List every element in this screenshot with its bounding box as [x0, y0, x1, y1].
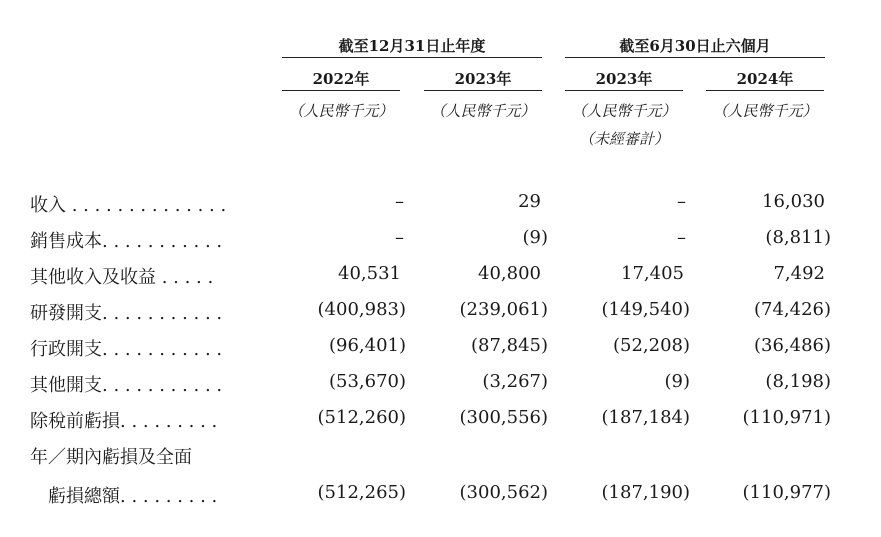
col-rule-1: [282, 90, 400, 91]
row-label-total-loss-line1: 年／期內虧損及全面: [30, 447, 192, 468]
col-unit-2: （人民幣千元）: [430, 102, 536, 120]
col-year-2024-interim: 2024年: [736, 70, 794, 88]
col-year-2023-interim: 2023年: [595, 70, 653, 88]
cell-admin-h1-2023: (52,208): [612, 335, 690, 356]
group-rule-annual: [282, 57, 542, 58]
cell-admin-2022: (96,401): [328, 335, 406, 356]
row-label-cost-of-sales: 銷售成本. . . . . . . . . . .: [30, 231, 223, 252]
cell-other-income-h1-2023: 17,405: [621, 263, 684, 284]
cell-other-income-2023: 40,800: [478, 263, 541, 284]
col-rule-4: [706, 90, 824, 91]
cell-other-income-h1-2024: 7,492: [773, 263, 825, 284]
col-unit-4: （人民幣千元）: [712, 102, 818, 120]
cell-other-exp-h1-2024: (8,198): [765, 371, 831, 392]
cell-other-income-2022: 40,531: [338, 263, 401, 284]
cell-revenue-2022: –: [395, 191, 404, 212]
cell-revenue-h1-2024: 16,030: [762, 191, 825, 212]
cell-rnd-h1-2024: (74,426): [753, 299, 831, 320]
row-label-revenue: 收入 . . . . . . . . . . . . . .: [30, 195, 227, 216]
row-label-other-expenses: 其他開支. . . . . . . . . . .: [30, 375, 223, 396]
row-label-admin: 行政開支. . . . . . . . . . .: [30, 339, 223, 360]
cell-rnd-2023: (239,061): [459, 299, 548, 320]
cell-revenue-h1-2023: –: [677, 191, 686, 212]
col-unit-3: （人民幣千元）: [571, 102, 677, 120]
row-label-total-loss-line2: 虧損總額. . . . . . . . .: [48, 486, 218, 507]
cell-other-exp-2022: (53,670): [328, 371, 406, 392]
cell-total-loss-h1-2023: (187,190): [601, 482, 690, 503]
cell-total-loss-2022: (512,265): [317, 482, 406, 503]
col-year-2022: 2022年: [312, 70, 370, 88]
cell-admin-h1-2024: (36,486): [753, 335, 831, 356]
cell-cost-2022: –: [395, 227, 404, 248]
cell-cost-h1-2024: (8,811): [765, 227, 831, 248]
row-label-other-income: 其他收入及收益 . . . . .: [30, 267, 214, 288]
row-label-rnd: 研發開支. . . . . . . . . . .: [30, 303, 223, 324]
col-rule-3: [565, 90, 683, 91]
col-year-2023: 2023年: [454, 70, 512, 88]
cell-total-loss-h1-2024: (110,977): [742, 482, 831, 503]
col-note-unaudited: （未經審計）: [578, 130, 669, 148]
group-header-interim: 截至6月30日止六個月: [619, 37, 771, 55]
cell-other-exp-h1-2023: (9): [664, 371, 690, 392]
cell-lbt-h1-2024: (110,971): [742, 407, 831, 428]
cell-rnd-h1-2023: (149,540): [601, 299, 690, 320]
cell-lbt-2022: (512,260): [317, 407, 406, 428]
col-rule-2: [424, 90, 542, 91]
cell-other-exp-2023: (3,267): [482, 371, 548, 392]
cell-revenue-2023: 29: [518, 191, 541, 212]
cell-rnd-2022: (400,983): [317, 299, 406, 320]
cell-total-loss-2023: (300,562): [459, 482, 548, 503]
cell-lbt-h1-2023: (187,184): [601, 407, 690, 428]
group-header-annual: 截至12月31日止年度: [338, 37, 486, 55]
cell-admin-2023: (87,845): [470, 335, 548, 356]
group-rule-interim: [565, 57, 825, 58]
cell-lbt-2023: (300,556): [459, 407, 548, 428]
col-unit-1: （人民幣千元）: [288, 102, 394, 120]
cell-cost-2023: (9): [522, 227, 548, 248]
row-label-loss-before-tax: 除稅前虧損. . . . . . . . .: [30, 411, 218, 432]
cell-cost-h1-2023: –: [677, 227, 686, 248]
